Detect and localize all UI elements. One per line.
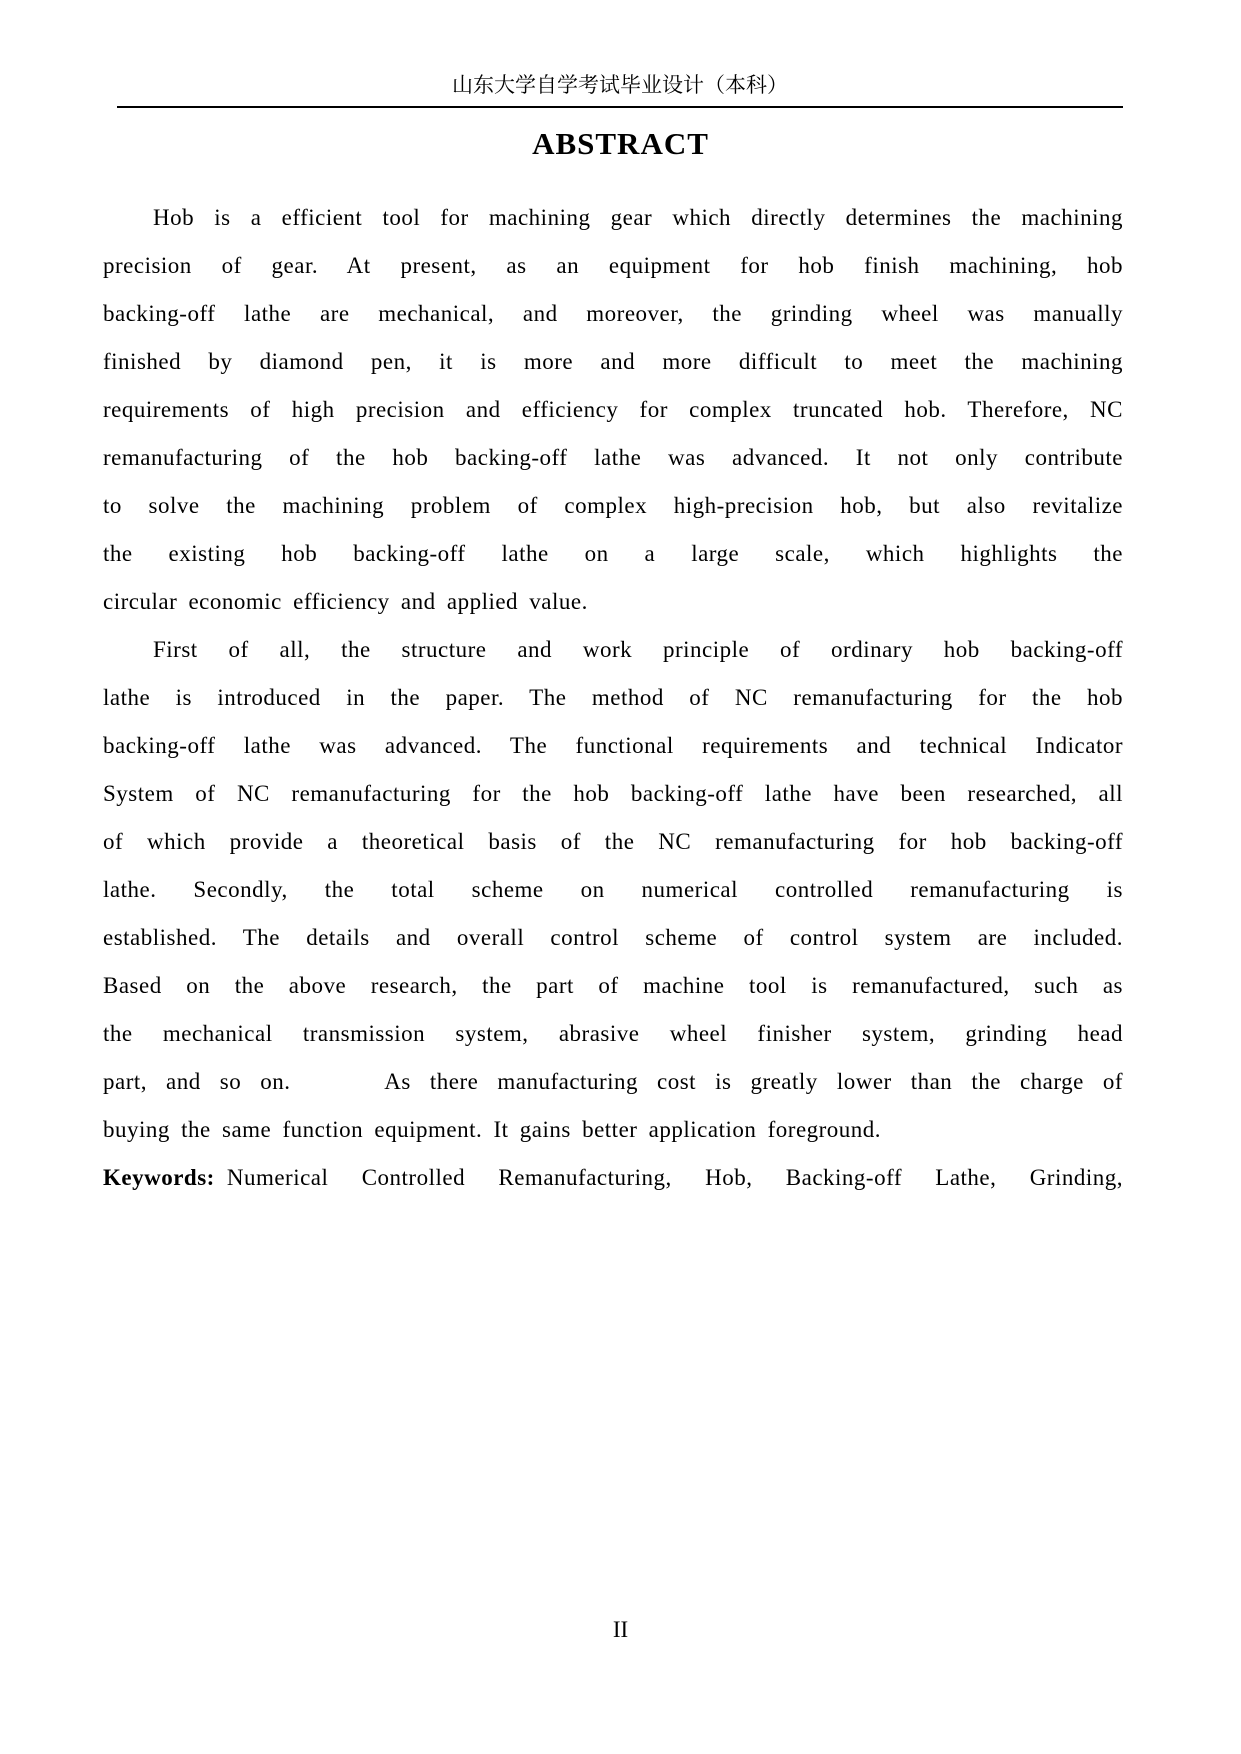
header-title: 山东大学自学考试毕业设计（本科） [452, 73, 788, 97]
paragraph-line: the existing hob backing-off lathe on a large scale, which highlights the [103, 541, 1123, 566]
keywords-text: Numerical Controlled Remanufacturing, Hob, Backing-off Lathe, Grinding, [226, 1165, 1123, 1190]
paragraphs-container [103, 194, 1123, 1154]
abstract-title: ABSTRACT [532, 126, 709, 161]
paragraph-line: lathe is introduced in the paper. The method of NC remanufacturing for the hob [103, 685, 1123, 710]
paragraph-line: to solve the machining problem of complex high-precision hob, but also revitalize [103, 493, 1123, 518]
paragraph-line: finished by diamond pen, it is more and more difficult to meet the machining [103, 349, 1123, 374]
abstract-body [103, 194, 1123, 1202]
paragraph-line: First of all, the structure and work principle of ordinary hob backing-off [153, 637, 1123, 662]
paragraph-line: System of NC remanufacturing for the hob backing-off lathe have been researched, all [103, 781, 1123, 806]
keywords-label: Keywords: [103, 1165, 215, 1190]
paragraph-line: precision of gear. At present, as an equipment for hob finish machining, hob [103, 253, 1123, 278]
paragraph-line: backing-off lathe are mechanical, and moreover, the grinding wheel was manually [103, 301, 1123, 326]
paragraph-line: remanufacturing of the hob backing-off lathe was advanced. It not only contribute [103, 445, 1123, 470]
page-header [117, 70, 1123, 108]
paragraph-line: requirements of high precision and efficiency for complex truncated hob. Therefore, NC [103, 397, 1123, 422]
keywords-line [103, 1154, 1123, 1202]
paragraph-line: Hob is a efficient tool for machining gear which directly determines the machining [153, 205, 1123, 230]
paragraph-line: buying the same function equipment. It gains better application foreground. [103, 1117, 882, 1142]
paragraph-line: circular economic efficiency and applied value. [103, 589, 588, 614]
paragraph-line: backing-off lathe was advanced. The functional requirements and technical Indicator [103, 733, 1123, 758]
paragraph-line: the mechanical transmission system, abrasive wheel finisher system, grinding head [103, 1021, 1123, 1046]
paragraph-line: lathe. Secondly, the total scheme on numerical controlled remanufacturing is [103, 877, 1123, 902]
paragraph-line: part, and so on. As there manufacturing cost is greatly lower than the charge of [103, 1069, 1123, 1094]
paragraph-line: of which provide a theoretical basis of the NC remanufacturing for hob backing-off [103, 829, 1123, 854]
page-number: II [612, 1617, 629, 1642]
paragraph-line: Based on the above research, the part of machine tool is remanufactured, such as [103, 973, 1123, 998]
paragraph-line: established. The details and overall control scheme of control system are included. [103, 925, 1123, 950]
